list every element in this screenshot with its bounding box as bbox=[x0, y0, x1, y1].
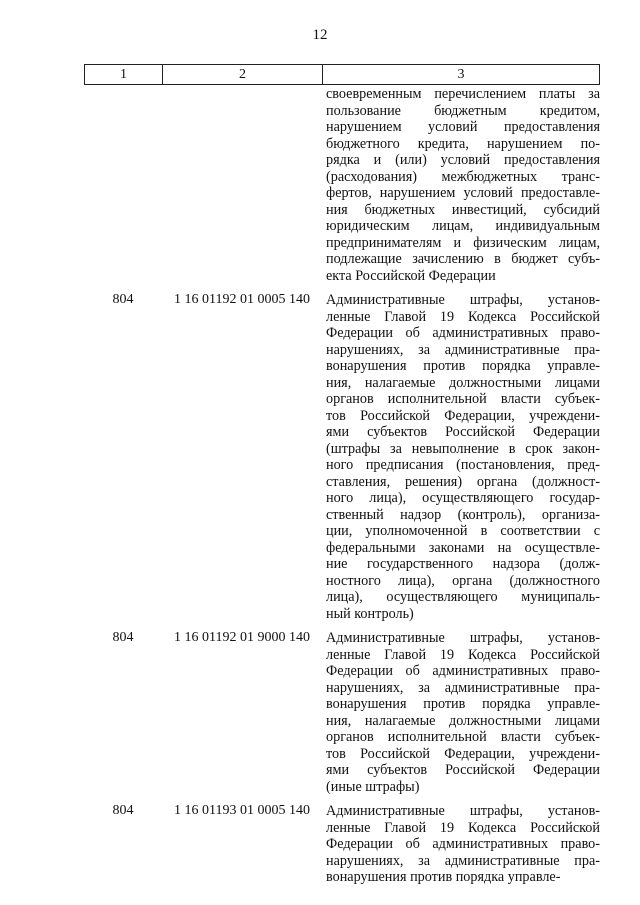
description-line: ции, уполномоченной в соответствии с bbox=[326, 523, 600, 539]
description-line: вонарушения против порядка управле- bbox=[326, 358, 600, 374]
page-number: 12 bbox=[312, 27, 328, 43]
description-line: ного предписания (постановления, пред- bbox=[326, 457, 600, 473]
description-line: (иные штрафы) bbox=[326, 778, 420, 795]
description-line: тов Российской Федерации, учреждени- bbox=[326, 407, 600, 424]
description-line: предпринимателям и физическим лицам, bbox=[326, 234, 600, 251]
description-line: ями субъектов Российской Федерации bbox=[326, 762, 600, 778]
table-row bbox=[84, 86, 600, 284]
description-line: ние государственного надзора (долж- bbox=[326, 556, 600, 572]
description-line: нарушениях, за административные пра- bbox=[326, 852, 600, 869]
description-line: органов исполнительной власти субъек- bbox=[326, 391, 600, 407]
description-line: ностного лица), органа (должностного bbox=[326, 572, 600, 589]
admin-code-cell: 804 bbox=[112, 292, 134, 307]
admin-code-cell: 804 bbox=[112, 803, 134, 818]
description-line: лица), осуществляющего муниципаль- bbox=[326, 589, 600, 605]
admin-code-cell: 804 bbox=[112, 630, 134, 645]
description-line: Федерации об административных право- bbox=[326, 325, 600, 341]
description-line: ями субъектов Российской Федерации bbox=[326, 424, 600, 440]
description-line: (расходования) межбюджетных транс- bbox=[326, 168, 600, 185]
table-body bbox=[84, 86, 600, 886]
description-line: Федерации об административных право- bbox=[326, 836, 600, 852]
description-line: федеральными законами на осуществле- bbox=[326, 539, 600, 556]
description-cell bbox=[326, 292, 600, 622]
row-gap bbox=[84, 622, 600, 630]
description-line: ния, налагаемые должностными лицами bbox=[326, 712, 600, 729]
description-line: подлежащие зачислению в бюджет субъ- bbox=[326, 251, 600, 267]
table-row bbox=[84, 803, 600, 886]
description-line: нарушениях, за административные пра- bbox=[326, 341, 600, 358]
description-line: ленные Главой 19 Кодекса Российской bbox=[326, 308, 600, 325]
description-cell bbox=[326, 86, 600, 284]
description-line: рядка и (или) условий предоставления bbox=[326, 152, 600, 168]
description-line: своевременным перечислением платы за bbox=[326, 86, 600, 102]
header-col-1: 1 bbox=[85, 65, 163, 84]
description-line: Административные штрафы, установ- bbox=[326, 630, 600, 646]
description-line: Федерации об административных право- bbox=[326, 663, 600, 679]
description-line: ния, налагаемые должностными лицами bbox=[326, 374, 600, 391]
description-line: ленные Главой 19 Кодекса Российской bbox=[326, 819, 600, 836]
description-line: пользование бюджетным кредитом, bbox=[326, 102, 600, 119]
budget-code-cell: 1 16 01192 01 0005 140 bbox=[174, 292, 310, 307]
description-line: юридическим лицам, индивидуальным bbox=[326, 218, 600, 234]
header-col-3: 3 bbox=[457, 66, 465, 82]
header-col-2: 2 bbox=[163, 65, 323, 84]
table-header bbox=[84, 64, 600, 85]
description-line: нарушением условий предоставления bbox=[326, 119, 600, 135]
description-line: ственный надзор (контроль), организа- bbox=[326, 506, 600, 523]
description-line: ного лица), осуществляющего государ- bbox=[326, 490, 600, 506]
table-row bbox=[84, 292, 600, 622]
description-line: (штрафы за невыполнение в срок закон- bbox=[326, 440, 600, 457]
budget-code-cell: 1 16 01192 01 9000 140 bbox=[174, 630, 310, 645]
description-line: екта Российской Федерации bbox=[326, 267, 496, 284]
description-line: бюджетного кредита, нарушением по- bbox=[326, 135, 600, 152]
description-line: ленные Главой 19 Кодекса Российской bbox=[326, 646, 600, 663]
row-gap bbox=[84, 284, 600, 292]
table-row bbox=[84, 630, 600, 795]
description-line: Административные штрафы, установ- bbox=[326, 803, 600, 819]
description-line: органов исполнительной власти субъек- bbox=[326, 729, 600, 745]
description-line: тов Российской Федерации, учреждени- bbox=[326, 745, 600, 762]
description-line: вонарушения против порядка управле- bbox=[326, 869, 561, 885]
description-line: ставления, решения) органа (должност- bbox=[326, 473, 600, 490]
description-cell bbox=[326, 630, 600, 795]
description-line: нарушениях, за административные пра- bbox=[326, 679, 600, 696]
description-line: Административные штрафы, установ- bbox=[326, 292, 600, 308]
description-line: ния бюджетных инвестиций, субсидий bbox=[326, 201, 600, 218]
budget-code-cell: 1 16 01193 01 0005 140 bbox=[174, 803, 310, 818]
description-cell bbox=[326, 803, 600, 886]
description-line: фертов, нарушением условий предоставле- bbox=[326, 185, 600, 201]
description-line: ный контроль) bbox=[326, 605, 414, 622]
description-line: вонарушения против порядка управле- bbox=[326, 696, 600, 712]
row-gap bbox=[84, 795, 600, 803]
